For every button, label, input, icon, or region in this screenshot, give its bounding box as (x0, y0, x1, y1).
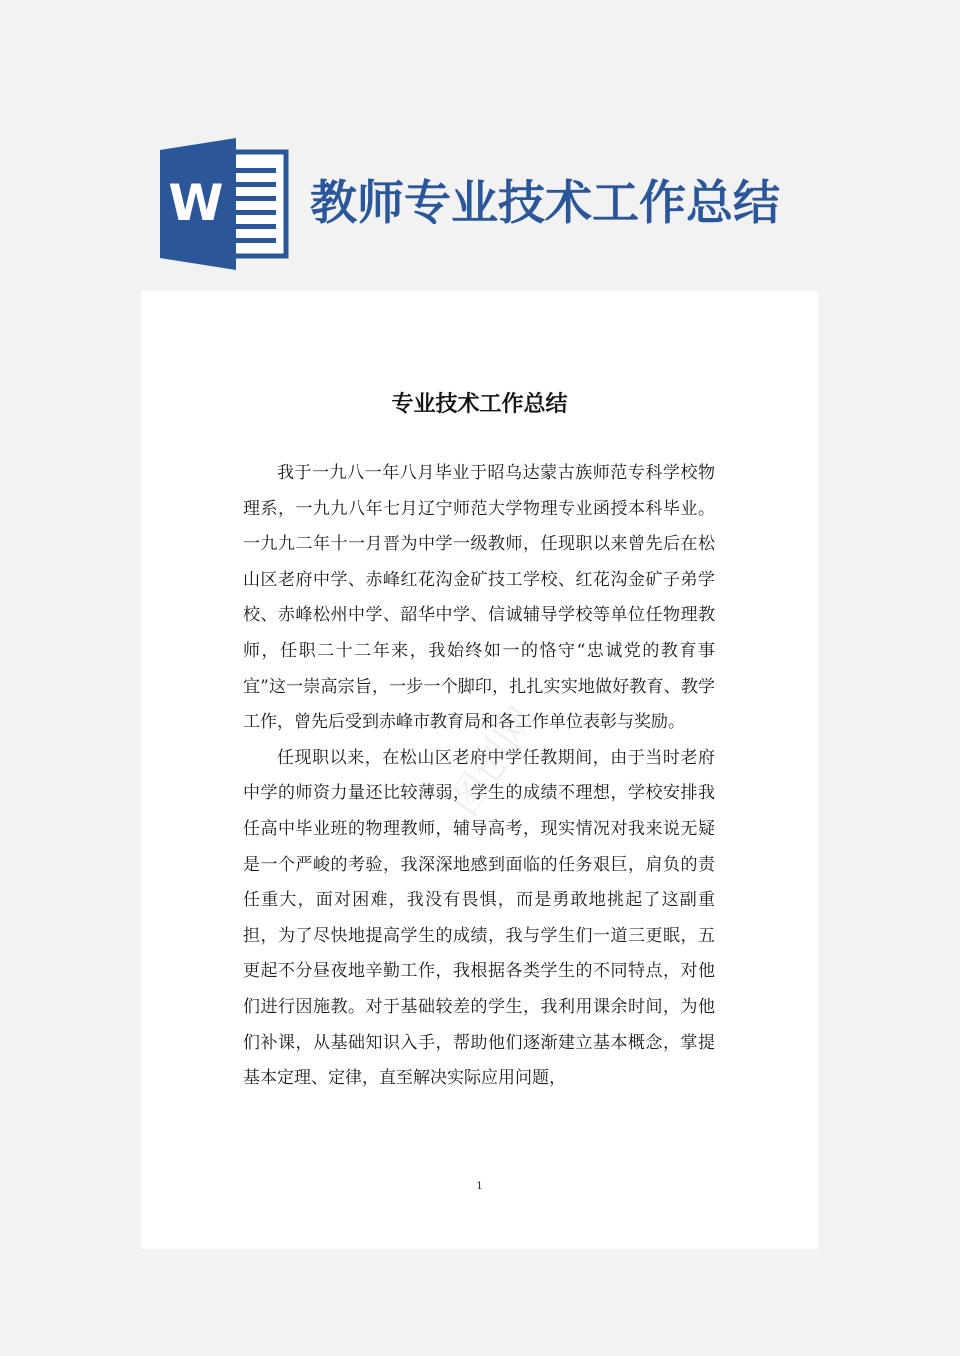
watermark: 图创网 (440, 699, 548, 824)
paragraph: 任现职以来，在松山区老府中学任教期间，由于当时老府中学的师资力量还比较薄弱，学生的成绩不理想，学校安排我任高中毕业班的物理教师，辅导高考，现实情况对我来说无疑是一个严峻的考验，我深深地感到面临的任务艰巨，肩负的责任重大，面对困难，我没有畏惧，而是勇敢地挑起了这副重担，为了尽快地提高学生的成绩，我与学生们一道三更眠，五更起不分昼夜地辛勤工作，我根据各类学生的不同特点，对他们进行因施教。对于基础较差的学生，我利用课余时间，为他们补课，从基础知识入手，帮助他们逐渐建立基本概念，掌提基本定理、定律，直至解决实际应用问题， (243, 747, 715, 1089)
banner (160, 138, 820, 270)
document-body (243, 456, 715, 1097)
document-title: 专业技术工作总结 (391, 391, 568, 417)
word-document-icon (160, 138, 290, 270)
paragraph: 我于一九八一年八月毕业于昭乌达蒙古族师范专科学校物理系，一九九八年七月辽宁师范大学物理专业函授本科毕业。一九九二年十一月晋为中学一级教师，任现职以来曾先后在松山区老府中学、赤峰红花沟金矿技工学校、红花沟金矿子弟学校、赤峰松州中学、韶华中学、信诚辅导学校等单位任物理教师，任职二十二年来，我始终如一的恪守“忠诚党的教育事宜”这一崇高宗旨，一步一个脚印，扎扎实实地做好教育、教学工作，曾先后受到赤峰市教育局和各工作单位表彰与奖励。 (243, 463, 715, 733)
page-number: 1 (476, 1181, 483, 1192)
document-page (141, 291, 818, 1249)
banner-title: 教师专业技术工作总结 (310, 176, 780, 231)
word-icon-letter: W (168, 174, 224, 232)
